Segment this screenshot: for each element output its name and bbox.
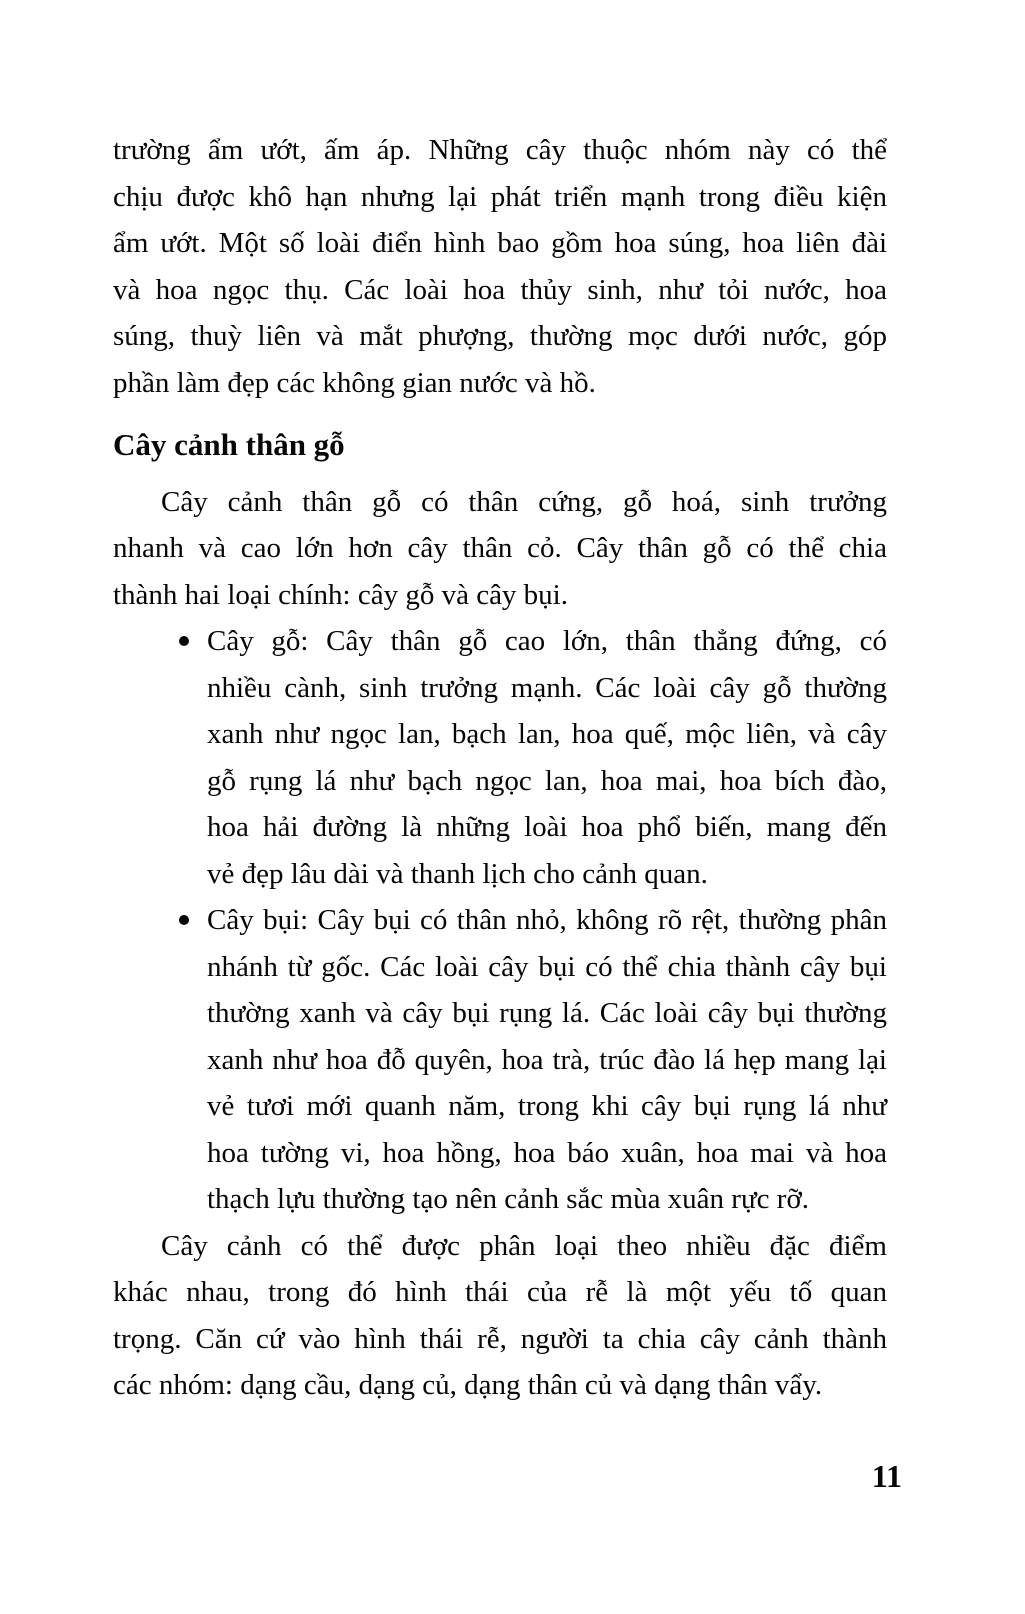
text-line: hoa hải đường là những loài hoa phổ biến, mang đến <box>207 811 887 843</box>
classification-paragraph <box>113 1223 887 1409</box>
text-line: súng, thuỳ liên và mắt phượng, thường mọc dưới nước, góp <box>113 320 887 352</box>
opening-paragraph <box>113 127 887 406</box>
text-line: trọng. Căn cứ vào hình thái rễ, người ta chia cây cảnh thành <box>113 1322 887 1355</box>
text-line: gỗ rụng lá như bạch ngọc lan, hoa mai, hoa bích đào, <box>207 764 887 797</box>
text-line: trường ẩm ướt, ấm áp. Những cây thuộc nhóm này có thể <box>113 134 887 166</box>
bullet-list <box>113 618 887 1223</box>
text-block <box>113 127 887 1409</box>
text-line: Cây bụi: Cây bụi có thân nhỏ, không rõ rệt, thường phân <box>207 904 887 936</box>
text-line: phần làm đẹp các không gian nước và hồ. <box>113 366 596 399</box>
text-line: xanh như ngọc lan, bạch lan, hoa quế, mộc liên, và cây <box>207 718 887 750</box>
text-line: Cây cảnh thân gỗ có thân cứng, gỗ hoá, sinh trưởng <box>161 485 887 518</box>
text-line: Cây gỗ: Cây thân gỗ cao lớn, thân thẳng đứng, có <box>207 625 887 657</box>
text-line: nhanh và cao lớn hơn cây thân cỏ. Cây thân gỗ có thể chia <box>113 532 887 564</box>
text-line: Cây cảnh có thể được phân loại theo nhiều đặc điểm <box>161 1229 887 1262</box>
text-line: các nhóm: dạng cầu, dạng củ, dạng thân củ và dạng thân vẩy. <box>113 1369 823 1401</box>
text-line: thường xanh và cây bụi rụng lá. Các loài cây bụi thường <box>207 997 887 1029</box>
woody-intro-paragraph <box>113 479 887 619</box>
text-line: vẻ đẹp lâu dài và thanh lịch cho cảnh quan. <box>207 857 708 890</box>
text-line: ẩm ướt. Một số loài điển hình bao gồm hoa súng, hoa liên đài <box>113 227 887 259</box>
text-line: chịu được khô hạn nhưng lại phát triển mạnh trong điều kiện <box>113 180 887 213</box>
text-line: nhánh từ gốc. Các loài cây bụi có thể chia thành cây bụi <box>207 950 887 983</box>
text-line: hoa tường vi, hoa hồng, hoa báo xuân, hoa mai và hoa <box>207 1136 887 1169</box>
text-line: khác nhau, trong đó hình thái của rễ là một yếu tố quan <box>113 1276 887 1308</box>
bullet-item-tree <box>113 618 887 897</box>
section-heading: Cây cảnh thân gỗ <box>113 427 345 462</box>
text-line: nhiều cành, sinh trưởng mạnh. Các loài cây gỗ thường <box>207 671 887 704</box>
text-line: vẻ tươi mới quanh năm, trong khi cây bụi rụng lá như <box>207 1090 887 1122</box>
bullet-icon <box>179 636 189 646</box>
text-line: xanh như hoa đỗ quyên, hoa trà, trúc đào lá hẹp mang lại <box>207 1043 887 1076</box>
text-line: thành hai loại chính: cây gỗ và cây bụi. <box>113 578 568 611</box>
bullet-item-shrub <box>113 897 887 1223</box>
text-line: và hoa ngọc thụ. Các loài hoa thủy sinh, như tỏi nước, hoa <box>113 273 887 306</box>
text-line: thạch lựu thường tạo nên cảnh sắc mùa xuân rực rỡ. <box>207 1183 810 1215</box>
page-number: 11 <box>871 1458 902 1494</box>
bullet-icon <box>179 915 189 925</box>
